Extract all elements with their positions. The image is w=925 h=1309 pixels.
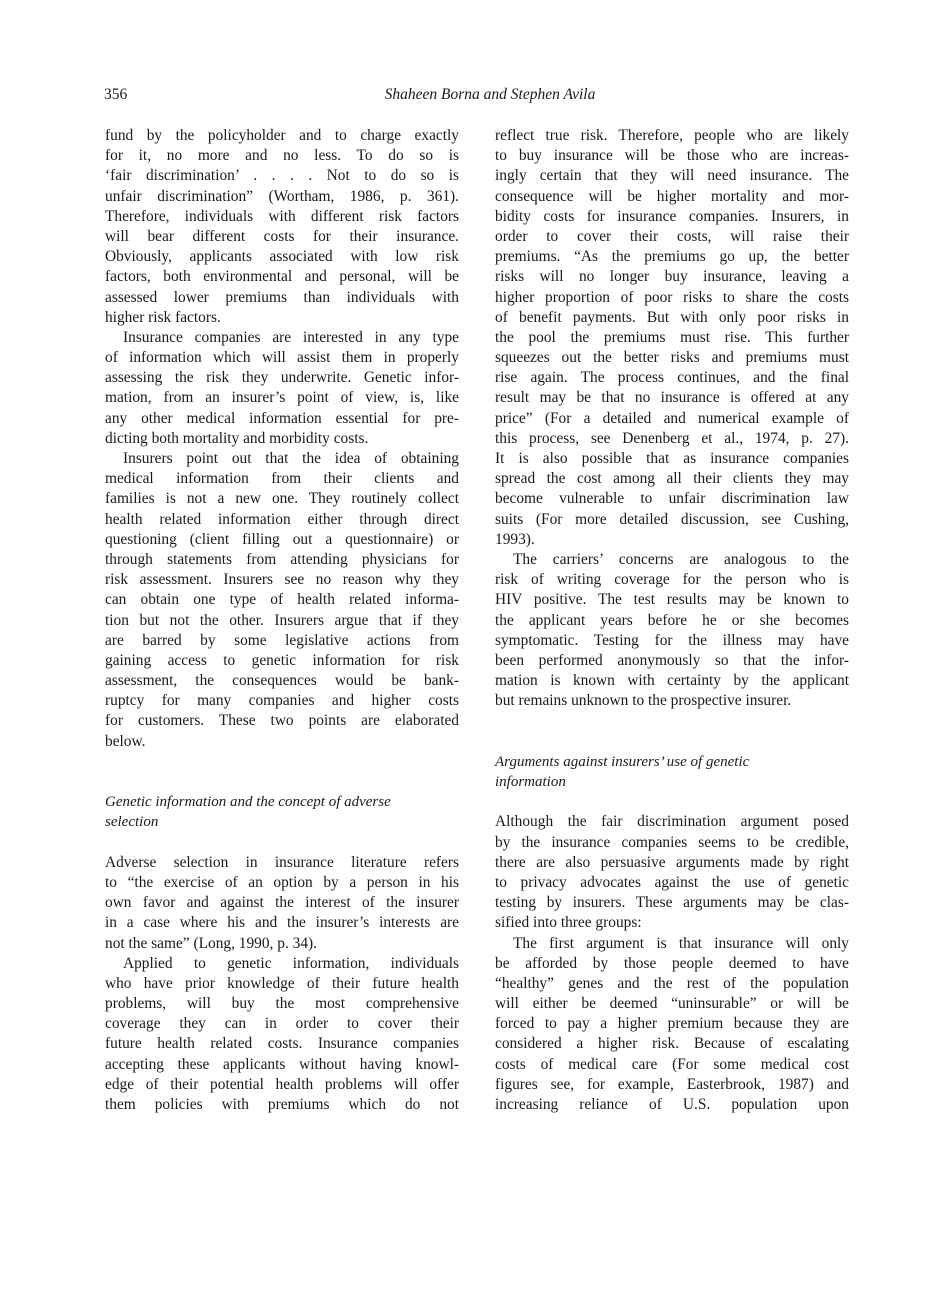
text-line: below.	[105, 732, 146, 750]
text-line: the applicant years before he or she becomes	[495, 611, 849, 629]
paragraph	[495, 550, 849, 712]
text-line: families is not a new one. They routinely collect	[105, 490, 459, 508]
text-line: consequence will be higher mortality and mor-	[495, 187, 849, 205]
text-line: any other medical information essential for pre-	[105, 409, 459, 427]
text-line: assessed lower premiums than individuals with	[105, 288, 459, 306]
text-line: ‘fair discrimination’ . . . . Not to do so is	[105, 167, 459, 185]
text-line: It is also possible that as insurance companies	[495, 450, 849, 467]
running-title: Shaheen Borna and Stephen Avila	[384, 86, 596, 103]
text-line: tion but not the other. Insurers argue that if they	[105, 611, 459, 629]
text-line: “healthy” genes and the rest of the population	[495, 974, 849, 992]
text-line: risk of writing coverage for the person who is	[495, 571, 849, 589]
text-line: health related information either through direct	[105, 510, 459, 528]
spacer	[105, 833, 459, 853]
section-heading	[105, 792, 459, 832]
text-line: coverage they can in order to cover their	[105, 1015, 459, 1033]
text-line: mation is known with certainty by the applicant	[495, 672, 849, 690]
text-line: risks will no longer buy insurance, leaving a	[495, 268, 849, 286]
text-line: dicting both mortality and morbidity costs.	[105, 429, 369, 447]
text-line: rise again. The process continues, and the final	[495, 369, 849, 387]
text-line: problems, will buy the most comprehensive	[105, 995, 459, 1013]
paragraph	[105, 126, 459, 328]
paragraph	[105, 954, 459, 1116]
spacer	[495, 792, 849, 812]
text-line: suits (For more detailed discussion, see Cushing,	[495, 510, 849, 528]
text-line: Genetic information and the concept of adverse	[105, 794, 391, 811]
text-line: questioning (client filling out a questionnaire) or	[105, 530, 459, 548]
text-line: them policies with premiums which do not	[105, 1096, 459, 1114]
text-line: forced to pay a higher premium because they are	[495, 1015, 849, 1033]
text-line: Adverse selection in insurance literature refers	[105, 853, 459, 871]
text-line: costs of medical care (For some medical cost	[495, 1055, 849, 1073]
left-column	[105, 126, 459, 1115]
text-line: be afforded by those people deemed to have	[495, 954, 849, 972]
text-line: ingly certain that they will need insurance. The	[495, 167, 849, 185]
text-line: Obviously, applicants associated with low risk	[105, 248, 459, 266]
text-line: this process, see Denenberg et al., 1974, p. 27).	[495, 429, 849, 447]
paragraph	[495, 934, 849, 1116]
text-line: through statements from attending physicians for	[105, 550, 459, 568]
text-line: symptomatic. Testing for the illness may have	[495, 631, 849, 649]
text-line: not the same” (Long, 1990, p. 34).	[105, 934, 318, 952]
running-head	[104, 86, 856, 106]
text-line: gaining access to genetic information for risk	[105, 651, 459, 669]
spacer	[105, 752, 459, 792]
text-line: who have prior knowledge of their future health	[105, 974, 459, 992]
text-line: to buy insurance will be those who are increas-	[495, 147, 849, 165]
text-line: selection	[105, 814, 159, 831]
text-line: price” (For a detailed and numerical example of	[495, 409, 849, 427]
right-column	[495, 126, 849, 1115]
text-line: bidity costs for insurance companies. Insurers, in	[495, 207, 849, 225]
text-line: Applied to genetic information, individuals	[123, 954, 459, 972]
text-line: for customers. These two points are elaborated	[105, 712, 459, 730]
text-line: own favor and against the interest of the insurer	[105, 894, 459, 912]
text-line: figures see, for example, Easterbrook, 1987) and	[495, 1075, 849, 1093]
text-line: will bear different costs for their insurance.	[105, 227, 459, 245]
paragraph	[105, 328, 459, 449]
text-line: order to cover their costs, will raise their	[495, 227, 849, 245]
text-line: The carriers’ concerns are analogous to the	[513, 550, 849, 568]
section-heading	[495, 752, 849, 792]
text-line: for it, no more and no less. To do so is	[105, 147, 459, 165]
text-line: reflect true risk. Therefore, people who are likely	[495, 127, 849, 144]
text-line: premiums. “As the premiums go up, the better	[495, 248, 849, 266]
text-line: future health related costs. Insurance companies	[105, 1035, 459, 1053]
text-line: sified into three groups:	[495, 914, 642, 932]
text-line: risk assessment. Insurers see no reason why they	[105, 571, 459, 589]
text-line: of benefit payments. But with only poor risks in	[495, 308, 849, 326]
paragraph	[105, 853, 459, 954]
text-line: to “the exercise of an option by a person in his	[105, 873, 459, 891]
text-line: Insurance companies are interested in any type	[123, 328, 459, 346]
text-line: higher proportion of poor risks to share the costs	[495, 288, 849, 306]
text-line: Although the fair discrimination argument posed	[495, 813, 849, 831]
text-line: but remains unknown to the prospective insurer.	[495, 692, 792, 710]
text-line: ruptcy for many companies and higher costs	[105, 692, 459, 710]
paragraph	[495, 812, 849, 933]
text-line: assessing the risk they underwrite. Genetic infor-	[105, 369, 459, 387]
text-line: medical information from their clients and	[105, 470, 459, 488]
text-line: fund by the policyholder and to charge exactly	[105, 127, 459, 144]
text-line: increasing reliance of U.S. population upon	[495, 1096, 849, 1114]
text-line: squeezes out the better risks and premiums must	[495, 349, 849, 367]
text-line: been performed anonymously so that the infor-	[495, 651, 849, 669]
text-line: can obtain one type of health related informa-	[105, 591, 459, 609]
text-line: HIV positive. The test results may be known to	[495, 591, 849, 609]
text-line: mation, from an insurer’s point of view, is, like	[105, 389, 459, 407]
text-line: Insurers point out that the idea of obtaining	[123, 450, 459, 467]
text-line: Therefore, individuals with different risk factors	[105, 207, 459, 225]
text-line: become vulnerable to unfair discrimination law	[495, 490, 849, 508]
text-line: 1993).	[495, 530, 535, 548]
text-line: considered a higher risk. Because of escalating	[495, 1035, 849, 1053]
text-line: The first argument is that insurance will only	[513, 934, 849, 952]
text-line: by the insurance companies seems to be credible,	[495, 833, 849, 851]
text-line: assessment, the consequences would be bank-	[105, 672, 459, 690]
text-line: unfair discrimination” (Wortham, 1986, p. 361).	[105, 187, 459, 205]
text-line: spread the cost among all their clients they may	[495, 470, 849, 488]
text-line: testing by insurers. These arguments may be clas-	[495, 894, 849, 912]
text-line: of information which will assist them in properly	[105, 349, 459, 367]
text-line: in a case where his and the insurer’s interests are	[105, 914, 459, 932]
text-line: information	[495, 774, 566, 791]
text-line: the pool the premiums must rise. This further	[495, 328, 849, 346]
text-line: Arguments against insurers’ use of genetic	[495, 753, 750, 770]
page-number: 356	[104, 86, 128, 103]
text-line: edge of their potential health problems will offer	[105, 1075, 459, 1093]
spacer	[495, 711, 849, 751]
text-line: are barred by some legislative actions from	[105, 631, 459, 649]
paragraph	[495, 126, 849, 550]
text-line: result may be that no insurance is offered at any	[495, 389, 849, 407]
text-line: will either be deemed “uninsurable” or will be	[495, 995, 849, 1013]
text-line: higher risk factors.	[105, 308, 221, 326]
text-line: accepting these applicants without having knowl-	[105, 1055, 459, 1073]
paragraph	[105, 449, 459, 752]
text-line: to privacy advocates against the use of genetic	[495, 873, 849, 891]
text-line: there are also persuasive arguments made by right	[495, 853, 849, 871]
text-line: factors, both environmental and personal, will be	[105, 268, 459, 286]
